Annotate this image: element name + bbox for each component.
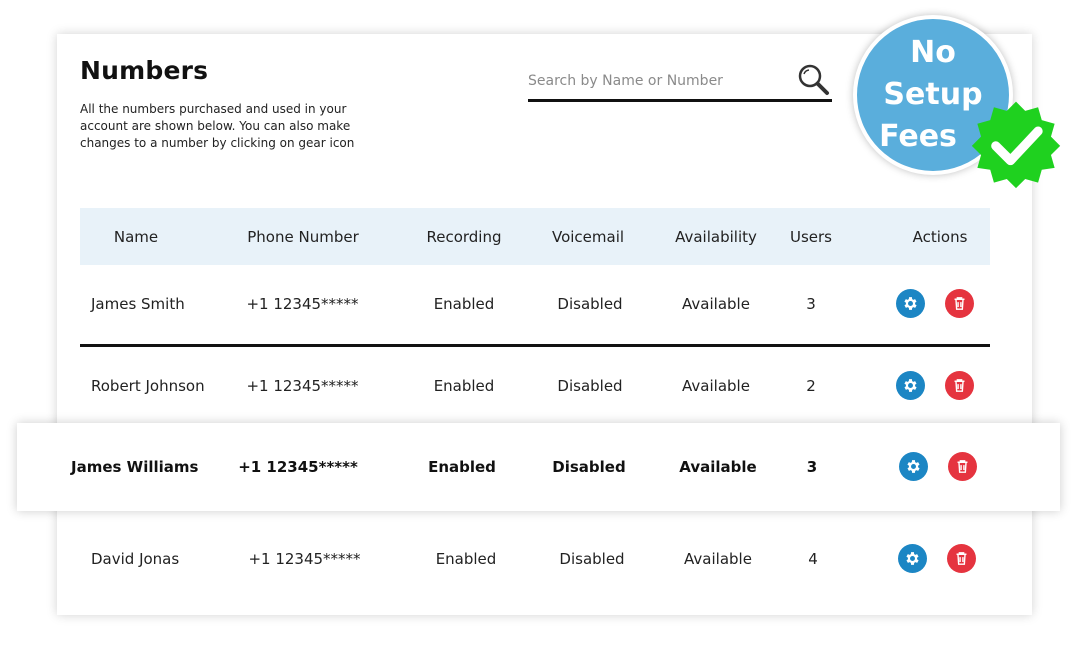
header-voicemail: Voicemail bbox=[551, 227, 625, 246]
page-title: Numbers bbox=[80, 56, 209, 85]
row-availability: Available bbox=[682, 377, 750, 395]
row-divider bbox=[80, 344, 990, 347]
delete-button[interactable] bbox=[947, 544, 976, 573]
row-name: James Williams bbox=[71, 458, 199, 476]
row-availability: Available bbox=[679, 458, 757, 476]
settings-button[interactable] bbox=[896, 289, 925, 318]
trash-icon bbox=[951, 377, 968, 394]
settings-button[interactable] bbox=[896, 371, 925, 400]
row-voicemail: Disabled bbox=[552, 458, 626, 476]
delete-button[interactable] bbox=[945, 289, 974, 318]
search-bar bbox=[528, 62, 832, 102]
header-users: Users bbox=[789, 227, 832, 246]
delete-button[interactable] bbox=[945, 371, 974, 400]
row-users: 2 bbox=[806, 377, 816, 395]
gear-icon bbox=[905, 458, 922, 475]
table-header bbox=[80, 208, 990, 265]
header-actions: Actions bbox=[912, 227, 968, 246]
table-row bbox=[80, 527, 990, 591]
settings-button[interactable] bbox=[899, 452, 928, 481]
settings-button[interactable] bbox=[898, 544, 927, 573]
check-seal-icon bbox=[970, 98, 1062, 190]
header-phone: Phone Number bbox=[247, 227, 359, 246]
badge-line-1: No bbox=[910, 35, 956, 70]
trash-icon bbox=[954, 458, 971, 475]
row-recording: Enabled bbox=[433, 377, 495, 395]
gear-icon bbox=[902, 295, 919, 312]
header-recording: Recording bbox=[426, 227, 502, 246]
badge-line-3: Fees bbox=[879, 119, 957, 154]
row-recording: Enabled bbox=[433, 295, 495, 313]
search-input[interactable] bbox=[528, 68, 783, 94]
table-row bbox=[80, 272, 990, 336]
header-availability: Availability bbox=[675, 227, 757, 246]
row-phone: +1 12345***** bbox=[238, 458, 358, 476]
row-name: James Smith bbox=[91, 295, 185, 313]
highlighted-table-row bbox=[17, 423, 1060, 511]
gear-icon bbox=[902, 377, 919, 394]
row-users: 4 bbox=[808, 550, 818, 568]
row-name: Robert Johnson bbox=[91, 377, 205, 395]
row-recording: Enabled bbox=[428, 458, 496, 476]
row-availability: Available bbox=[682, 295, 750, 313]
table-row bbox=[80, 354, 990, 418]
row-availability: Available bbox=[684, 550, 752, 568]
row-voicemail: Disabled bbox=[559, 550, 625, 568]
trash-icon bbox=[953, 550, 970, 567]
trash-icon bbox=[951, 295, 968, 312]
row-name: David Jonas bbox=[91, 550, 180, 568]
header-name: Name bbox=[113, 227, 159, 246]
badge-line-2: Setup bbox=[883, 77, 983, 112]
row-users: 3 bbox=[806, 458, 818, 476]
row-phone: +1 12345***** bbox=[246, 377, 359, 395]
row-users: 3 bbox=[806, 295, 816, 313]
search-icon[interactable] bbox=[796, 62, 830, 96]
row-phone: +1 12345***** bbox=[248, 550, 361, 568]
gear-icon bbox=[904, 550, 921, 567]
row-voicemail: Disabled bbox=[557, 295, 623, 313]
row-recording: Enabled bbox=[435, 550, 497, 568]
row-voicemail: Disabled bbox=[557, 377, 623, 395]
page-description: All the numbers purchased and used in your account are shown below. You can also make changes to a number by clicking on gear icon bbox=[80, 102, 355, 150]
delete-button[interactable] bbox=[948, 452, 977, 481]
row-phone: +1 12345***** bbox=[246, 295, 359, 313]
